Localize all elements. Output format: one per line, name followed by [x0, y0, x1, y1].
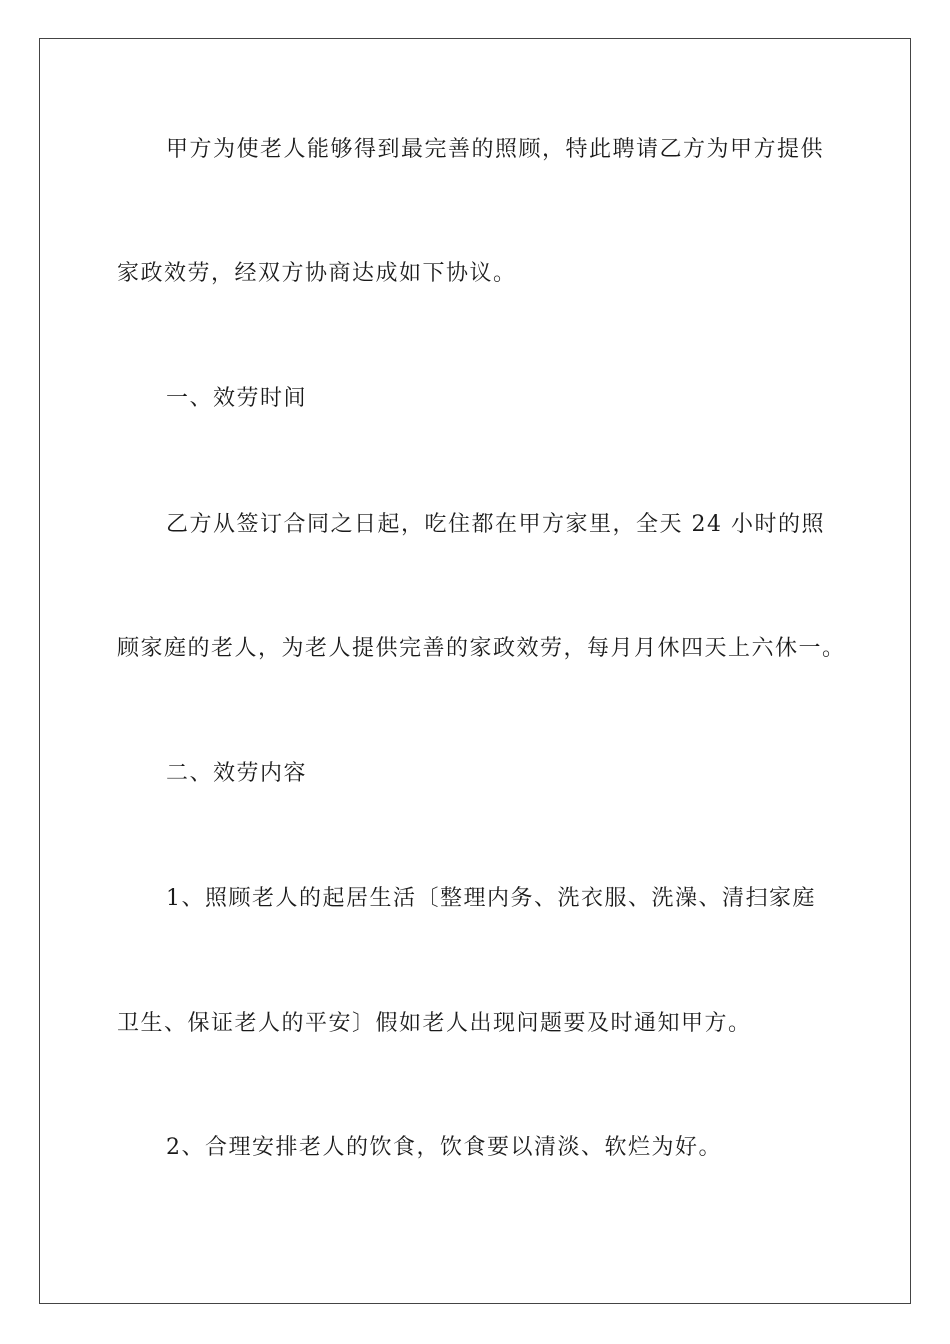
paragraph-service-time-line-1: 乙方从签订合同之日起，吃住都在甲方家里，全天 24 小时的照 — [166, 512, 825, 537]
paragraph-intro-line-1: 甲方为使老人能够得到最完善的照顾，特此聘请乙方为甲方提供 — [166, 137, 825, 162]
page-border — [39, 38, 911, 1304]
list-item-1-line-1: 1、照顾老人的起居生活〔整理内务、洗衣服、洗澡、清扫家庭 — [166, 886, 816, 911]
section-heading-service-content: 二、效劳内容 — [166, 761, 308, 786]
section-heading-service-time: 一、效劳时间 — [166, 386, 308, 411]
paragraph-intro-line-2: 家政效劳，经双方协商达成如下协议。 — [117, 261, 517, 286]
paragraph-service-time-line-2: 顾家庭的老人，为老人提供完善的家政效劳，每月月休四天上六休一。 — [117, 636, 846, 661]
list-item-1-line-2: 卫生、保证老人的平安〕假如老人出现问题要及时通知甲方。 — [117, 1011, 752, 1036]
list-item-2-line-1: 2、合理安排老人的饮食，饮食要以清淡、软烂为好。 — [166, 1135, 722, 1160]
